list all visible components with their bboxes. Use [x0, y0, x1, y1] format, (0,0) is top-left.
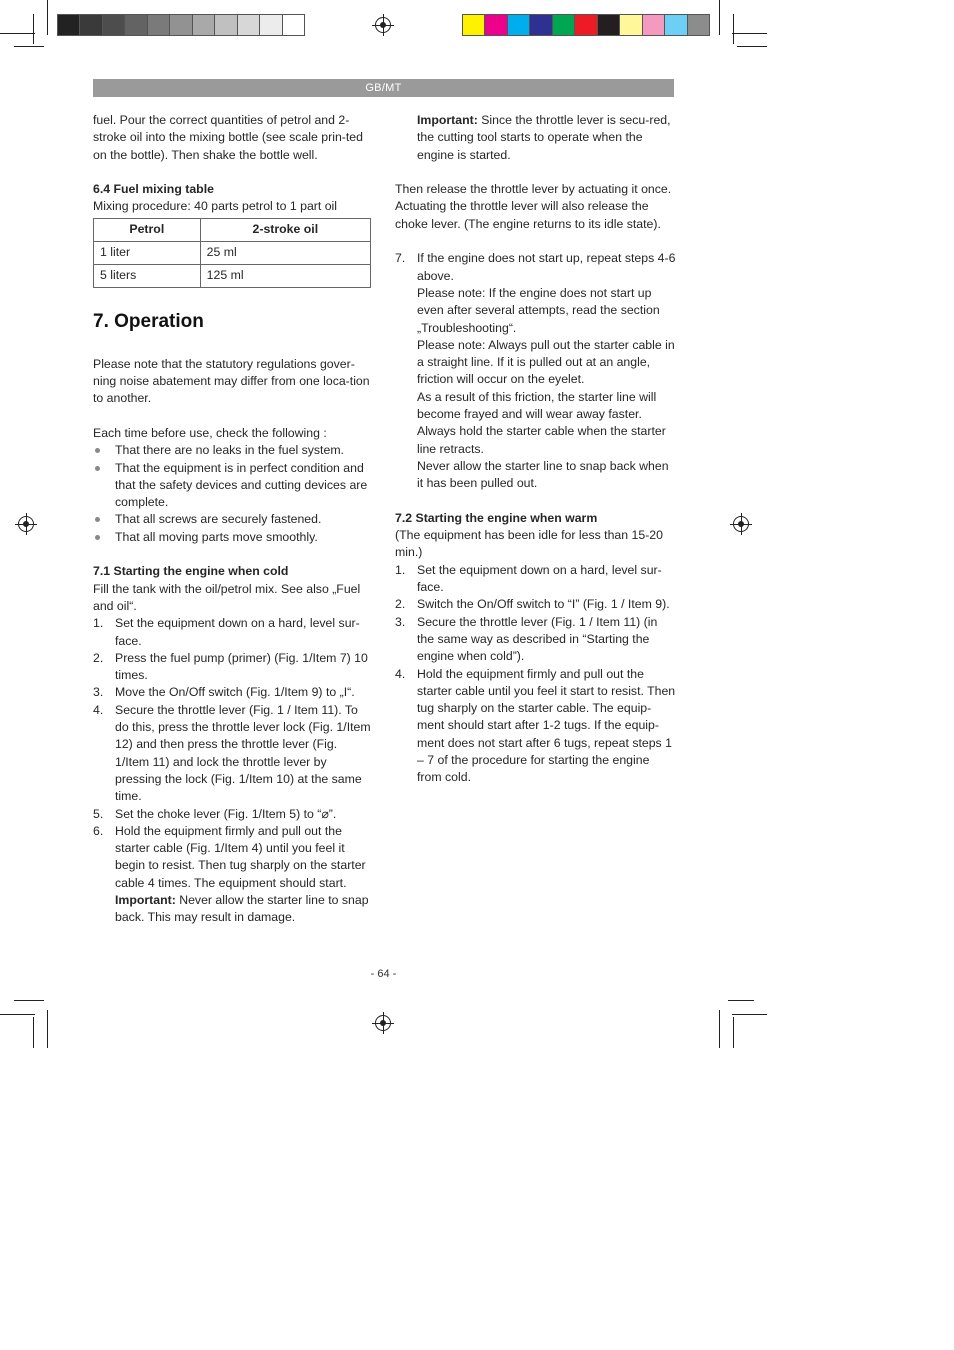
color-swatch [485, 15, 507, 35]
color-swatch [688, 15, 709, 35]
step-text: Secure the throttle lever (Fig. 1 / Item 11) (in the same way as described in “Starting the engine when cold”). [417, 614, 658, 664]
table-header-row [94, 218, 371, 241]
step-text: Secure the throttle lever (Fig. 1 / Item 11). To do this, press the throttle lever lock (Fig. 1/Item 12) and then press the throttle lever (Fig. 1/Item 11) and lock the throttle lever by pressing the lock (Fig. 1/Item 10) at the same time. [115, 702, 371, 804]
color-swatch [103, 15, 125, 35]
table-header-cell: Petrol [94, 218, 201, 241]
step-number: 4. [395, 666, 406, 681]
table-row [94, 264, 371, 287]
crop-mark [14, 46, 44, 47]
color-swatch [620, 15, 642, 35]
noise-note-paragraph: Please note that the statutory regulations gover-ning noise abatement may differ from one loca-tion to another. [93, 356, 370, 406]
language-header-bar [93, 79, 674, 97]
crop-mark [47, 1010, 48, 1048]
restart-note: Always hold the starter cable when the starter line retracts. [417, 424, 666, 456]
release-throttle-paragraph: Then release the throttle lever by actuating it once. Actuating the throttle lever will also release the choke lever. (The engine returns to its idle state). [395, 182, 672, 231]
registration-mark-icon [18, 516, 34, 532]
step-number: 3. [395, 614, 406, 629]
crop-mark [33, 1017, 34, 1048]
color-swatch [148, 15, 170, 35]
crop-mark [733, 1017, 734, 1048]
warm-step [395, 614, 676, 666]
registration-mark-icon [375, 17, 391, 33]
color-calibration-strip [462, 14, 710, 36]
check-list-item: That all screws are securely fastened. [93, 511, 373, 528]
check-list-item: That there are no leaks in the fuel system. [93, 442, 373, 459]
crop-mark [0, 33, 35, 34]
cold-start-intro: Fill the tank with the oil/petrol mix. See also „Fuel and oil“. [93, 581, 361, 613]
crop-mark [733, 14, 734, 44]
right-column [395, 112, 676, 787]
table-cell: 1 liter [94, 241, 201, 264]
table-cell: 25 ml [200, 241, 370, 264]
cold-step [93, 650, 373, 685]
color-swatch [530, 15, 552, 35]
step-text: Set the choke lever (Fig. 1/Item 5) to “⌀”. [115, 806, 337, 821]
cold-step [93, 615, 373, 650]
cold-step [93, 823, 373, 892]
color-swatch [665, 15, 687, 35]
important-text: Since the throttle lever is secu-red, the cutting tool starts to operate when the engine is started. [417, 113, 671, 162]
check-list-item: That all moving parts move smoothly. [93, 529, 373, 546]
crop-mark [719, 0, 720, 35]
color-swatch [193, 15, 215, 35]
table-header-cell: 2-stroke oil [200, 218, 370, 241]
step-text: Press the fuel pump (primer) (Fig. 1/Item 7) 10 times. [115, 650, 368, 683]
crop-mark [14, 1000, 44, 1001]
table-row [94, 241, 371, 264]
color-swatch [598, 15, 620, 35]
cold-step [93, 684, 373, 701]
step-text: Hold the equipment firmly and pull out the starter cable until you feel it start to resist. Then tug sharply on the starter cable. The equip-ment should start after 1-2 tugs. If the equip-ment does not start after 6 tugs, repeat steps 1 – 7 of the procedure for starting the engine from cold. [417, 666, 676, 785]
check-intro: Each time before use, check the following : [93, 425, 327, 440]
language-label: GB/MT [365, 82, 402, 94]
step-number: 6. [93, 823, 104, 838]
cold-step [93, 806, 373, 823]
color-swatch [553, 15, 575, 35]
throttle-important-note [395, 112, 676, 164]
step-number: 7. [395, 251, 406, 266]
color-swatch [125, 15, 147, 35]
step-text: Switch the On/Off switch to “I” (Fig. 1 / Item 9). [417, 597, 670, 612]
step-number: 4. [93, 702, 104, 717]
step-text: Set the equipment down on a hard, level sur-face. [115, 616, 360, 648]
color-swatch [508, 15, 530, 35]
restart-note: Never allow the starter line to snap back when it has been pulled out. [417, 458, 669, 491]
crop-mark [728, 1000, 754, 1001]
check-list-item: That the equipment is in perfect condition and that the safety devices and cutting devices are complete. [93, 460, 373, 512]
step-number: 5. [93, 806, 104, 821]
cold-step [93, 702, 373, 806]
left-column [93, 112, 373, 927]
crop-mark [719, 1010, 720, 1048]
color-swatch [260, 15, 282, 35]
registration-mark-icon [375, 1015, 391, 1031]
step-text: Hold the equipment firmly and pull out the starter cable (Fig. 1/Item 4) until you feel it begin to resist. Then tug sharply on the starter cable 4 times. The equipment should start. [115, 823, 366, 890]
warm-step [395, 596, 676, 613]
important-label: Important: [115, 892, 176, 907]
crop-mark [0, 1014, 35, 1015]
step6-important [93, 892, 373, 927]
warm-start-intro: (The equipment has been idle for less than 15-20 min.) [395, 528, 663, 560]
page-number: - 64 - [370, 968, 397, 980]
table-cell: 125 ml [200, 264, 370, 287]
warm-step [395, 562, 676, 597]
important-text: Never allow the starter line to snap back. This may result in damage. [115, 892, 369, 925]
step-number: 1. [93, 616, 104, 631]
step-text: If the engine does not start up, repeat steps 4-6 above. [417, 251, 676, 283]
color-swatch [238, 15, 260, 35]
important-label: Important: [417, 113, 478, 127]
step-number: 2. [93, 650, 104, 665]
color-swatch [170, 15, 192, 35]
restart-note: Please note: If the engine does not start up even after several attempts, read the section „Troubleshooting“. [417, 285, 660, 335]
color-swatch [283, 15, 304, 35]
fuel-mixing-text: Mixing procedure: 40 parts petrol to 1 part oil [93, 199, 338, 214]
color-swatch [215, 15, 237, 35]
crop-mark [33, 14, 34, 44]
crop-mark [732, 1014, 767, 1015]
color-swatch [575, 15, 597, 35]
warm-step [395, 666, 676, 787]
cold-start-heading: 7.1 Starting the engine when cold [93, 564, 289, 579]
fuel-mixing-heading: 6.4 Fuel mixing table [93, 182, 214, 197]
color-swatch [463, 15, 485, 35]
crop-mark [732, 33, 767, 34]
crop-mark [737, 46, 767, 47]
registration-mark-icon [733, 516, 749, 532]
restart-note: Please note: Always pull out the starter cable in a straight line. If it is pulled out at an angle, friction will occur on the eyelet. [417, 337, 675, 387]
color-swatch [80, 15, 102, 35]
warm-start-heading: 7.2 Starting the engine when warm [395, 510, 598, 525]
step-number: 3. [93, 685, 104, 700]
restart-step [395, 250, 676, 285]
gray-calibration-strip [57, 14, 305, 36]
step-text: Move the On/Off switch (Fig. 1/Item 9) to „I“. [115, 685, 355, 700]
operation-heading: 7. Operation [93, 310, 204, 332]
fuel-mixing-table [93, 218, 371, 288]
crop-mark [47, 0, 48, 35]
step-number: 1. [395, 562, 406, 577]
color-swatch [58, 15, 80, 35]
color-swatch [643, 15, 665, 35]
table-cell: 5 liters [94, 264, 201, 287]
restart-note: As a result of this friction, the starter line will become frayed and will wear away faster. [417, 389, 657, 422]
intro-paragraph: fuel. Pour the correct quantities of petrol and 2-stroke oil into the mixing bottle (see scale prin-ted on the bottle). Then shake the bottle well. [93, 113, 363, 162]
step-number: 2. [395, 597, 406, 612]
step-text: Set the equipment down on a hard, level sur-face. [417, 562, 662, 595]
